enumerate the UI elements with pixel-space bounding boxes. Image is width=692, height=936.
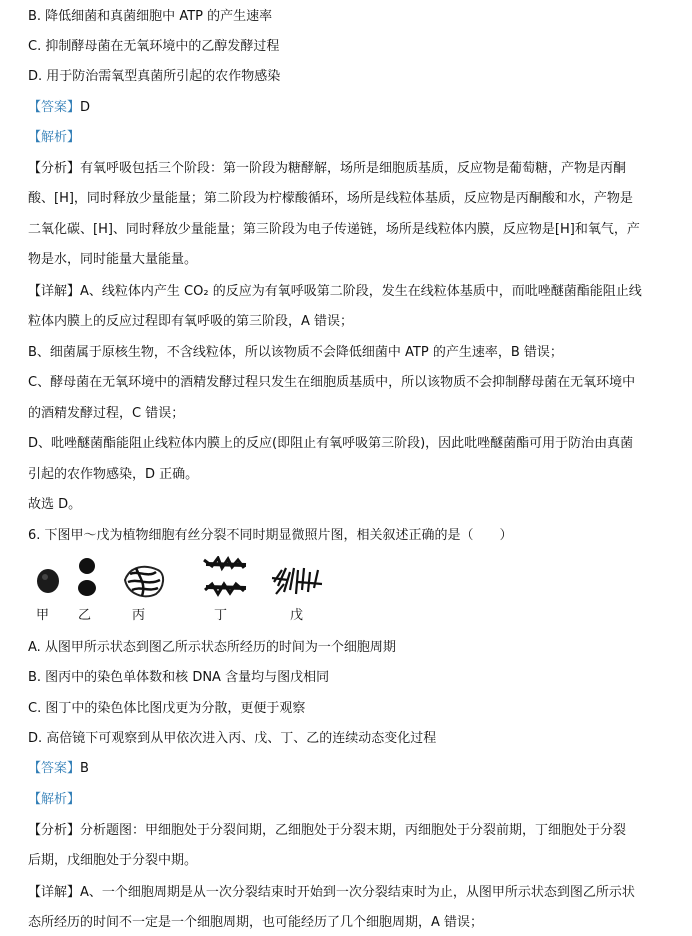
analysis-tag: 【解析】 [28, 130, 81, 145]
fenxi-line: 酸、[H]，同时释放少量能量；第二阶段为柠檬酸循环，场所是线粒体基质，反应物是丙酮酸和水，产物是 [28, 191, 633, 206]
analysis-tag: 【解析】 [28, 792, 81, 807]
fenxi-tag: 【分析】 [28, 823, 81, 838]
label-ding: 丁 [214, 608, 228, 623]
xiangjie-line [28, 283, 642, 301]
answer-value: B [80, 761, 89, 776]
mitosis-micrographs [28, 556, 348, 628]
option-b-6: B. 图丙中的染色单体数和核 DNA 含量均与图戊相同 [28, 670, 330, 685]
cell-ding-image [200, 556, 250, 598]
analysis-heading-2 [28, 791, 80, 809]
answer-value: D [80, 100, 91, 115]
fenxi-text: 有氧呼吸包括三个阶段：第一阶段为糖酵解，场所是细胞质基质，反应物是葡萄糖，产物是丙酮 [80, 161, 627, 176]
analysis-heading-1 [28, 129, 80, 147]
fenxi-tag: 【分析】 [28, 161, 81, 176]
xiangjie-line: 引起的农作物感染，D 正确。 [28, 467, 199, 482]
fenxi-text: 分析题图：甲细胞处于分裂间期，乙细胞处于分裂末期，丙细胞处于分裂前期，丁细胞处于分裂 [80, 823, 627, 838]
xiangjie-line: 态所经历的时间不一定是一个细胞周期，也可能经历了几个细胞周期，A 错误； [28, 915, 484, 930]
option-c-6: C. 图丁中的染色体比图戊更为分散，更便于观察 [28, 701, 306, 716]
xiangjie-line: C、酵母菌在无氧环境中的酒精发酵过程只发生在细胞质基质中，所以该物质不会抑制酵母菌在无氧环境中 [28, 375, 636, 390]
xiangjie-line: 的酒精发酵过程，C 错误； [28, 406, 185, 421]
option-d-6: D. 高倍镜下可观察到从甲依次进入丙、戊、丁、乙的连续动态变化过程 [28, 731, 437, 746]
question-6-stem: 6. 下图甲～戊为植物细胞有丝分裂不同时期显微照片图，相关叙述正确的是（ ） [28, 528, 513, 543]
fenxi-line: 物是水，同时能量大量能量。 [28, 252, 198, 267]
cell-bing-image [120, 560, 170, 600]
cell-yi-image [74, 556, 104, 600]
fenxi-line [28, 822, 626, 840]
conclusion-line: 故选 D。 [28, 497, 82, 512]
xiangjie-line: B、细菌属于原核生物，不含线粒体，所以该物质不会降低细菌中 ATP 的产生速率，B 错误； [28, 345, 563, 360]
xiangjie-tag: 【详解】 [28, 284, 81, 299]
xiangjie-line [28, 884, 635, 902]
label-jia: 甲 [36, 608, 50, 623]
answer-line-1 [28, 99, 90, 117]
answer-tag: 【答案】 [28, 761, 81, 776]
option-a-6: A. 从图甲所示状态到图乙所示状态所经历的时间为一个细胞周期 [28, 640, 396, 655]
label-wu: 戊 [290, 608, 304, 623]
option-c-line: C. 抑制酵母菌在无氧环境中的乙醇发酵过程 [28, 39, 280, 54]
label-yi: 乙 [78, 608, 92, 623]
fenxi-line: 二氧化碳、[H]、同时释放少量能量；第三阶段为电子传递链，场所是线粒体内膜，反应物是[H]和氧气，产 [28, 222, 640, 237]
xiangjie-tag: 【详解】 [28, 885, 81, 900]
label-bing: 丙 [132, 608, 146, 623]
answer-line-2 [28, 760, 89, 778]
xiangjie-line: D、吡唑醚菌酯能阻止线粒体内膜上的反应(即阻止有氧呼吸第三阶段)，因此吡唑醚菌酯可用于防治由真菌 [28, 436, 634, 451]
cell-jia-image [34, 566, 64, 596]
cell-wu-image [268, 562, 328, 602]
fenxi-line [28, 160, 626, 178]
option-d-line: D. 用于防治需氧型真菌所引起的农作物感染 [28, 69, 281, 84]
option-b-line: B. 降低细菌和真菌细胞中 ATP 的产生速率 [28, 9, 273, 24]
fenxi-line: 后期，戊细胞处于分裂中期。 [28, 853, 198, 868]
xiangjie-text: A、线粒体内产生 CO₂ 的反应为有氧呼吸第二阶段，发生在线粒体基质中，而吡唑醚菌酯能阻止线 [80, 284, 642, 299]
xiangjie-text: A、一个细胞周期是从一次分裂结束时开始到一次分裂结束时为止，从图甲所示状态到图乙所示状 [80, 885, 635, 900]
answer-tag: 【答案】 [28, 100, 81, 115]
xiangjie-line: 粒体内膜上的反应过程即有氧呼吸的第三阶段，A 错误； [28, 314, 354, 329]
